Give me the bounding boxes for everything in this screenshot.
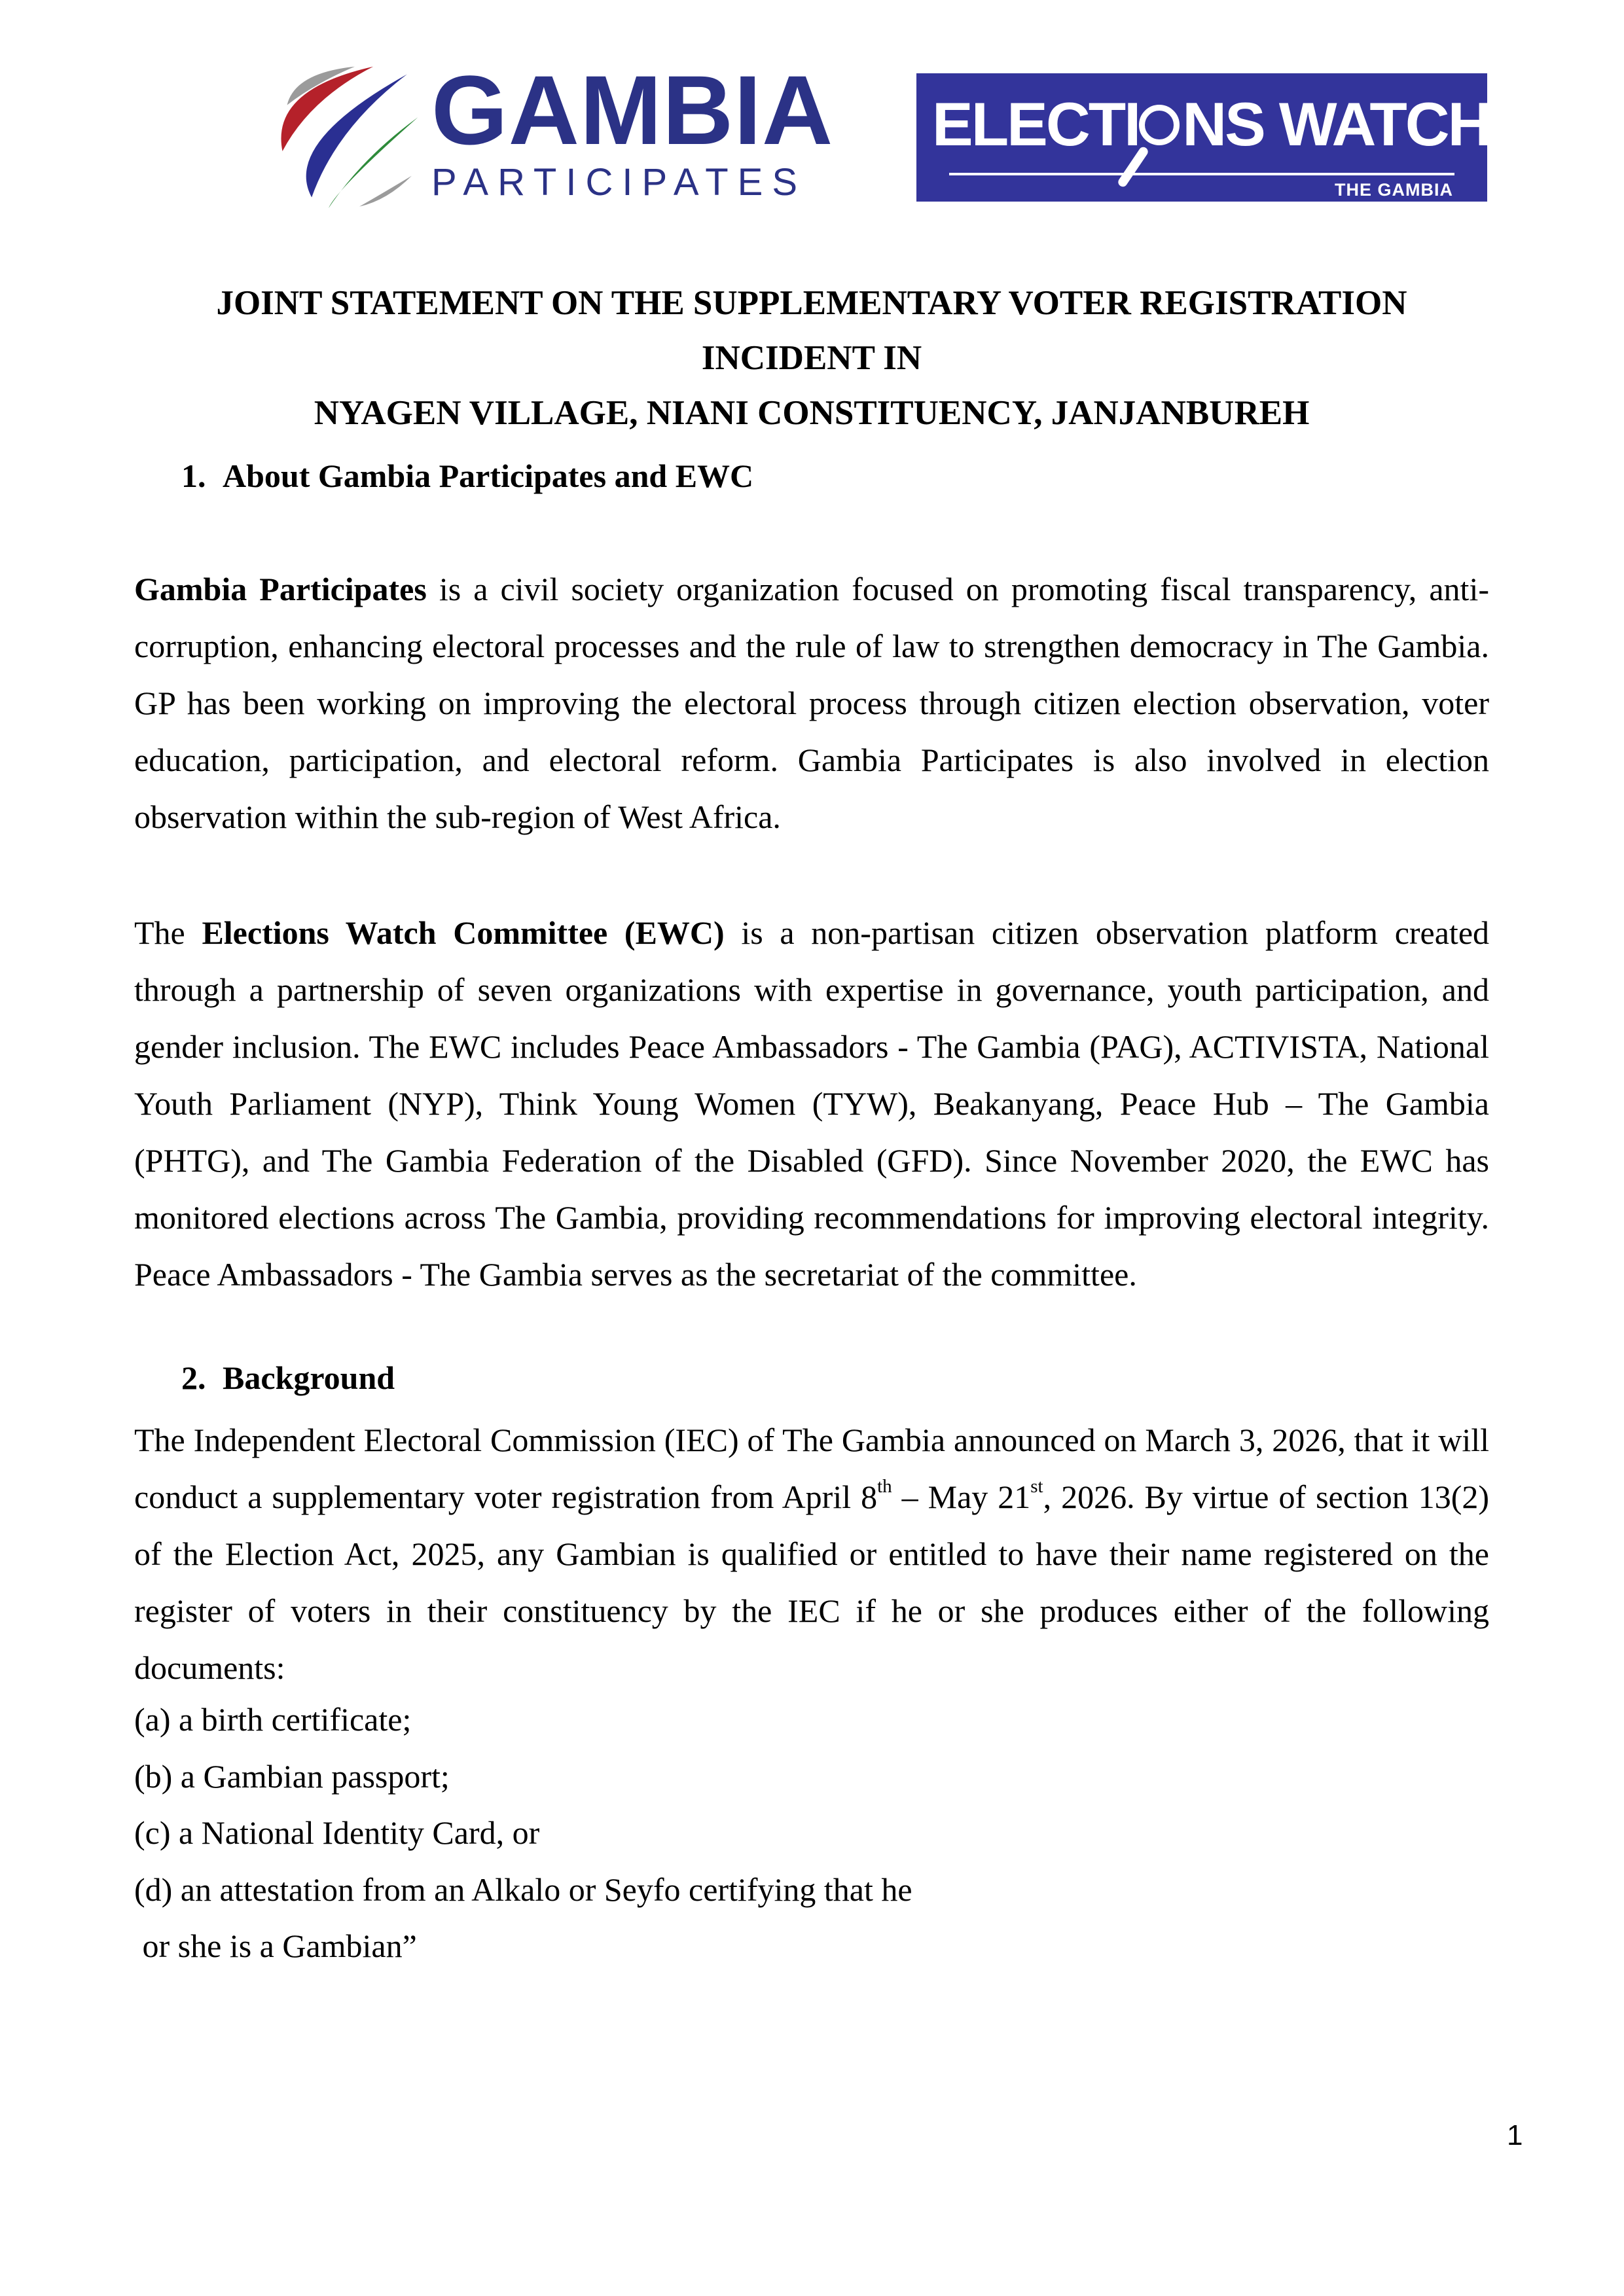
gambia-participates-title: GAMBIA xyxy=(431,55,834,165)
list-item-continuation: or she is a Gambian” xyxy=(134,1928,417,1964)
section-number: 2. xyxy=(181,1359,206,1396)
paragraph-prefix: The xyxy=(134,914,202,951)
paragraph-body-text: is a civil society organization focused on promoting fiscal transparency, anti-corruption, enhancing electoral processes and the rule of law to strengthen democracy in The Gambia. GP has been working on improving the electoral process through citizen election observation, voter education, participation, and electoral reform. Gambia Participates is also involved in election observation within the sub-region of West Africa. xyxy=(134,571,1489,835)
paragraph-body-text: , 2026. By virtue of section 13(2) of the Election Act, 2025, any Gambian is qualified or entitled to have their name registered on the register of voters in their constituency by the IEC if he or she produces either of the following documents: xyxy=(134,1479,1490,1686)
document-title xyxy=(134,276,1489,440)
paragraph-bold-lead: Gambia Participates xyxy=(134,571,427,607)
paragraph-background xyxy=(134,1412,1489,1696)
list-item: (b) a Gambian passport; xyxy=(134,1757,450,1795)
ordinal-superscript: th xyxy=(877,1476,892,1497)
section-heading-about xyxy=(134,456,1489,495)
section-heading-text: About Gambia Participates and EWC xyxy=(223,457,754,494)
document-title-line1: JOINT STATEMENT ON THE SUPPLEMENTARY VOTER REGISTRATION INCIDENT IN xyxy=(216,284,1407,377)
elections-watch-text-left: ELECTI xyxy=(932,90,1140,158)
elections-watch-logo xyxy=(916,73,1490,202)
gambia-participates-wordmark xyxy=(431,55,834,204)
paragraph-body-text: The Independent Electoral Commission (IEC) of The Gambia announced on March 3, 2026, that it will conduct a supplementary voter registration from April 8 xyxy=(134,1422,1489,1515)
elections-watch-underline xyxy=(949,173,1454,175)
list-item: (c) a National Identity Card, or xyxy=(134,1814,540,1851)
document-title-line2: NYAGEN VILLAGE, NIANI CONSTITUENCY, JANJANBUREH xyxy=(314,394,1310,432)
elections-watch-text-right: NS WATCH xyxy=(1182,90,1490,158)
paragraph-body-text: is a non-partisan citizen observation platform created through a partnership of seven organizations with expertise in governance, youth participation, and gender inclusion. The EWC includes Peace Ambassadors - The Gambia (PAG), ACTIVISTA, National Youth Parliament (NYP), Think Young Women (TYW), Beakanyang, Peace Hub – The Gambia (PHTG), and The Gambia Federation of the Disabled (GFD). Since November 2020, the EWC has monitored elections across The Gambia, providing recommendations for improving electoral integrity. Peace Ambassadors - The Gambia serves as the secretariat of the committee. xyxy=(134,914,1490,1293)
elections-watch-wordmark xyxy=(932,89,1490,160)
ordinal-superscript: st xyxy=(1030,1476,1043,1497)
magnifying-glass-icon xyxy=(1139,105,1182,151)
list-item: (d) an attestation from an Alkalo or Seyfo certifying that he xyxy=(134,1871,912,1908)
paragraph-bold-lead: Elections Watch Committee (EWC) xyxy=(202,914,725,951)
section-number: 1. xyxy=(181,457,206,494)
section-heading-text: Background xyxy=(223,1359,395,1396)
gambia-participates-subtitle: PARTICIPATES xyxy=(431,161,807,204)
gambia-participates-swirl-icon xyxy=(267,59,421,213)
paragraph-about-gambia-participates xyxy=(134,561,1489,846)
paragraph-body-text: – May 21 xyxy=(892,1479,1031,1515)
elections-watch-subtitle: THE GAMBIA xyxy=(1335,180,1453,200)
section-heading-background xyxy=(134,1358,1489,1397)
gambia-participates-logo xyxy=(267,55,834,213)
required-documents-list xyxy=(134,1691,1489,1975)
page-number: 1 xyxy=(1507,2119,1523,2151)
paragraph-about-ewc xyxy=(134,905,1489,1303)
list-item: (a) a birth certificate; xyxy=(134,1701,412,1738)
